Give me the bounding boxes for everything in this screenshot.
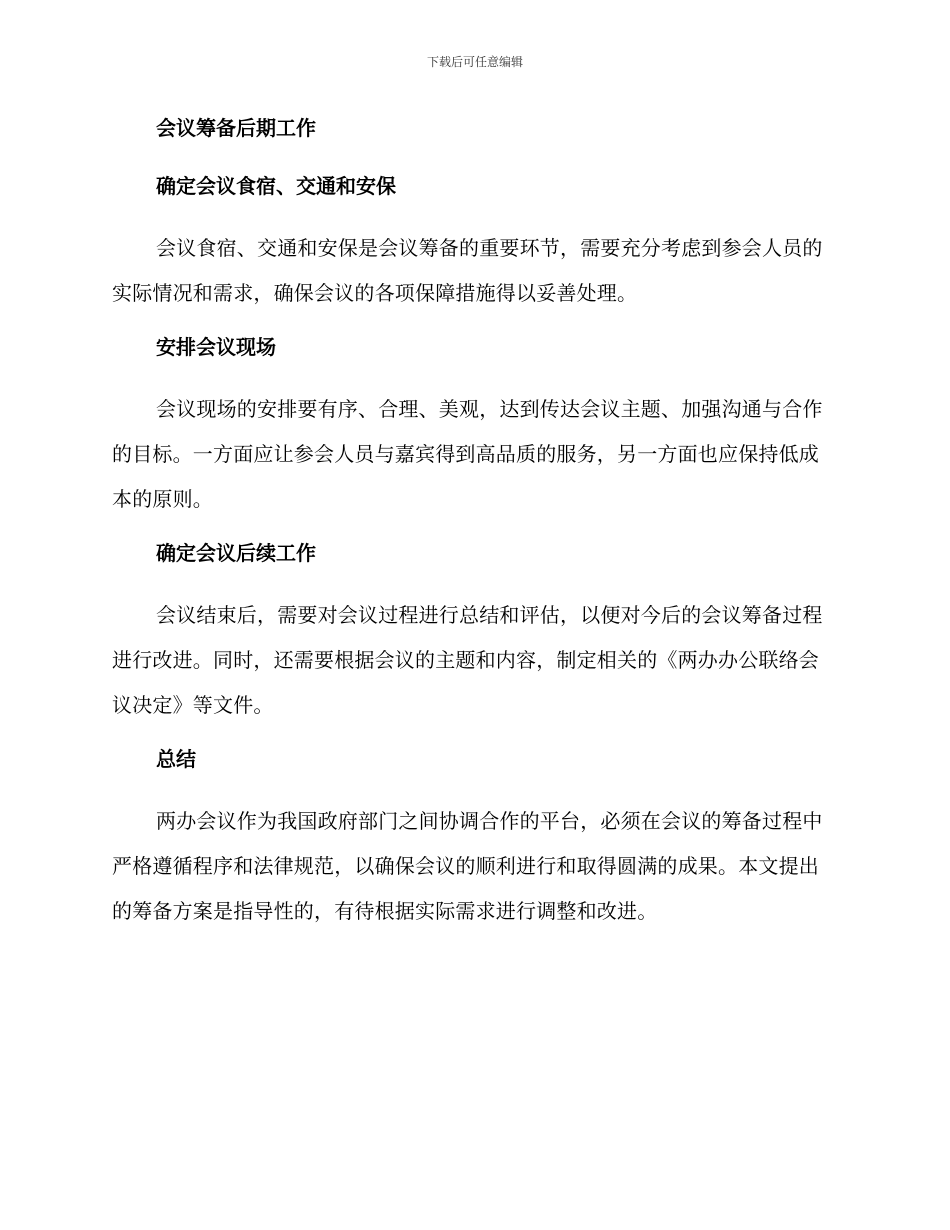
paragraph-follow-up-work: 会议结束后，需要对会议过程进行总结和评估，以便对今后的会议筹备过程进行改进。同时，还需要根据会议的主题和内容，制定相关的《两办办公联络会议决定》等文件。 xyxy=(112,603,823,717)
section-heading-accommodation-transport-security: 确定会议食宿、交通和安保 xyxy=(156,174,396,198)
section-heading-post-preparation: 会议筹备后期工作 xyxy=(156,116,316,140)
document-body xyxy=(112,110,838,947)
paragraph-accommodation-transport-security: 会议食宿、交通和安保是会议筹备的重要环节，需要充分考虑到参会人员的实际情况和需求，确保会议的各项保障措施得以妥善处理。 xyxy=(112,236,823,305)
paragraph-summary: 两办会议作为我国政府部门之间协调合作的平台，必须在会议的筹备过程中严格遵循程序和法律规范，以确保会议的顺利进行和取得圆满的成果。本文提出的筹备方案是指导性的，有待根据实际需求进行调整和改进。 xyxy=(112,809,823,923)
section-heading-follow-up-work: 确定会议后续工作 xyxy=(156,541,316,565)
section-heading-summary: 总结 xyxy=(156,747,196,771)
section-heading-venue-arrangement: 安排会议现场 xyxy=(156,335,276,359)
header-note: 下载后可任意编辑 xyxy=(426,55,523,69)
paragraph-venue-arrangement: 会议现场的安排要有序、合理、美观，达到传达会议主题、加强沟通与合作的目标。一方面应让参会人员与嘉宾得到高品质的服务，另一方面也应保持低成本的原则。 xyxy=(112,397,823,511)
